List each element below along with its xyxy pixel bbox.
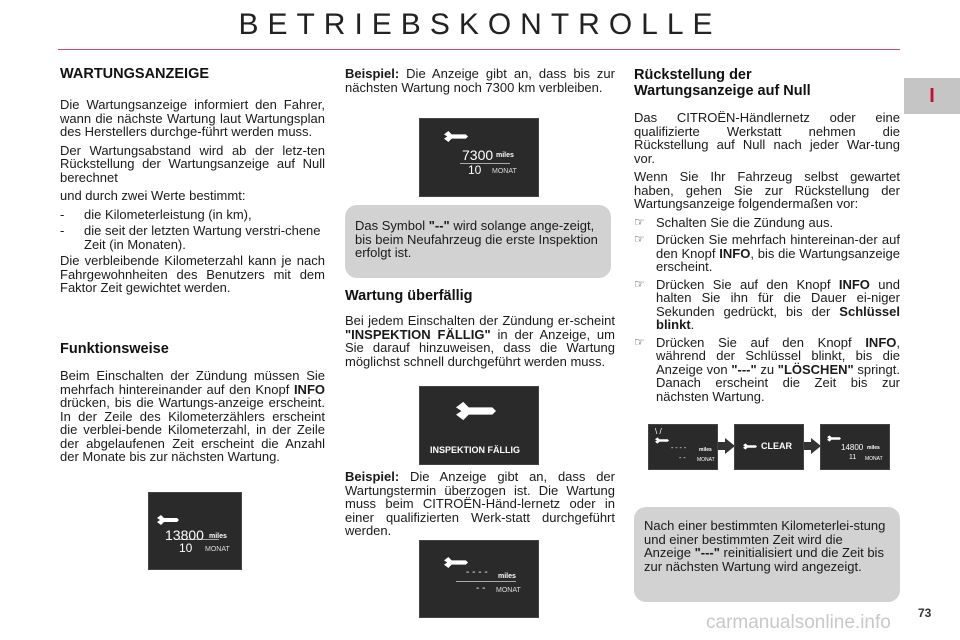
- heading-wartungsanzeige: WARTUNGSANZEIGE: [60, 66, 210, 82]
- heading-funktionsweise: Funktionsweise: [60, 341, 169, 357]
- right-paragraph-2: Wenn Sie Ihr Fahrzeug selbst gewartet haben, gehen Sie zur Rückstellung der Wartungsanzeige folgendermaßen vor:: [634, 169, 900, 211]
- display-month-unit: MONAT: [496, 587, 521, 594]
- right-paragraph-1: Das CITROËN-Händlernetz oder eine qualifizierte Werkstatt nehmen die Rückstellung auf Null nach jeder War-tung vor.: [634, 110, 900, 166]
- display-13800: [148, 492, 242, 570]
- blink-marks: \ /: [655, 427, 662, 436]
- left-paragraph-1: Die Wartungsanzeige informiert den Fahrer, wann die nächste Wartung laut Wartungsplan des Herstellers durchge-führt werden muss.: [60, 97, 325, 139]
- list-item: ☞ Drücken Sie auf den Knopf INFO und halten Sie ihn für die Dauer ei-niger Sekunden gedrückt, bis der Schlüssel blinkt.: [634, 276, 900, 332]
- note-reinit: Nach einer bestimmten Kilometerlei-stung und einer bestimmten Zeit wird die Anzeige "---" reinitialisiert und die Zeit bis zur nächsten Wartung wird angezeigt.: [634, 507, 900, 602]
- page-number: 73: [918, 606, 932, 620]
- title-divider: [58, 49, 900, 50]
- example-2: Beispiel: Die Anzeige gibt an, dass der Wartungstermin überzogen ist. Die Wartung muss beim CITROËN-Händ-lernetz oder in einer qualifizierten Werk-statt durchgeführt werden.: [345, 469, 615, 538]
- left-column: [60, 66, 325, 300]
- list-item: ☞ Drücken Sie auf den Knopf INFO, während der Schlüssel blinkt, bis die Anzeige von "---" zu "LÖSCHEN" springt. Danach erscheint die Zeit bis zur nächsten Wartung.: [634, 334, 900, 404]
- pointing-hand-icon: ☞: [634, 334, 645, 349]
- display-km-value: 7300: [462, 147, 494, 163]
- display-month-unit: MONAT: [492, 168, 517, 175]
- display-km-unit: miles: [498, 573, 516, 580]
- heading-rueckstellung: Rückstellung der Wartungsanzeige auf Null: [634, 67, 811, 99]
- display-7300: [419, 118, 539, 197]
- left-paragraph-2: Der Wartungsabstand wird ab der letz-ten Rückstellung der Wartungsanzeige auf Null berechnet: [60, 142, 325, 185]
- left-paragraph-3: und durch zwei Werte bestimmt:: [60, 188, 246, 203]
- display-overdue-text: INSPEKTION FÄLLIG: [430, 445, 520, 455]
- watermark: carmanualsonline.info: [706, 612, 891, 633]
- display-km-value: 13800: [165, 527, 204, 543]
- left-column-lower: [60, 341, 325, 469]
- sequence-display-3: 14800 miles 11 MONAT: [820, 424, 890, 470]
- display-month-value: - -: [476, 583, 486, 594]
- middle-column-mid: [345, 288, 615, 373]
- display-clear-text: CLEAR: [761, 441, 792, 451]
- wrench-icon: [743, 443, 757, 450]
- note-symbol: Das Symbol "--" wird solange ange-zeigt, bis beim Neufahrzeug die erste Inspektion erfolgt ist.: [345, 205, 611, 278]
- wrench-icon: [157, 515, 179, 525]
- wrench-icon: [456, 401, 496, 421]
- display-km-unit: miles: [496, 152, 514, 159]
- list-item: - die Kilometerleistung (in km),: [60, 206, 252, 222]
- heading-wartung-ueberfaellig: Wartung überfällig: [345, 288, 473, 304]
- left-paragraph-4: Die verbleibende Kilometerzahl kann je nach Fahrgewohnheiten des Benutzers mit dem Faktor Zeit gewichtet werden.: [60, 253, 325, 295]
- list-item: ☞ Drücken Sie mehrfach hintereinan-der auf den Knopf INFO, bis die Wartungsanzeige erscheint.: [634, 232, 900, 274]
- display-inspektion: [419, 386, 539, 465]
- display-month-value: 10: [179, 541, 193, 555]
- sequence-display-1: \ / - - - - miles - - MONAT: [648, 424, 718, 470]
- left-paragraph-5: Beim Einschalten der Zündung müssen Sie mehrfach hintereinander auf den Knopf INFO drücken, bis die Wartungs-anzeige erscheint. In der Zeile des Kilometerzählers erscheint die verblei-bende Kilometerzahl, in der Zeile der abgelaufenen Zeit erscheint die Anzahl der Monate bis zur nächsten Wartung.: [60, 368, 325, 464]
- display-month-value: 10: [468, 163, 482, 177]
- display-dashes: [419, 540, 539, 618]
- list-item: ☞ Schalten Sie die Zündung aus.: [634, 214, 834, 230]
- arrow-icon: [718, 442, 725, 450]
- wrench-icon: [444, 131, 468, 142]
- pointing-hand-icon: ☞: [634, 232, 645, 246]
- chapter-tab-label: I: [929, 85, 935, 107]
- display-month-unit: MONAT: [205, 546, 230, 553]
- arrow-icon: [804, 442, 811, 450]
- overdue-paragraph: Bei jedem Einschalten der Zündung er-scheint "INSPEKTION FÄLLIG" in der Anzeige, um Sie darauf hinzuweisen, dass die Wartung möglichst schnell durchgeführt werden muss.: [345, 313, 615, 369]
- wrench-icon: [444, 557, 468, 568]
- right-column: [634, 67, 900, 407]
- reset-steps: [634, 216, 900, 404]
- pointing-hand-icon: ☞: [634, 276, 645, 291]
- display-km-value: - - - -: [466, 567, 488, 578]
- wrench-icon: [827, 435, 841, 442]
- pointing-hand-icon: ☞: [634, 214, 645, 229]
- middle-column-top: [345, 67, 615, 99]
- list-item: - die seit der letzten Wartung verstri-chene Zeit (in Monaten).: [60, 223, 321, 252]
- wrench-icon: [655, 437, 669, 444]
- page-title: BETRIEBSKONTROLLE: [238, 8, 722, 41]
- sequence-display-2: [734, 424, 804, 470]
- chapter-tab[interactable]: [904, 78, 960, 114]
- display-km-unit: miles: [209, 533, 227, 540]
- middle-column-lower: [345, 470, 615, 543]
- example-1: Beispiel: Die Anzeige gibt an, dass bis zur nächsten Wartung noch 7300 km verbleiben.: [345, 66, 615, 95]
